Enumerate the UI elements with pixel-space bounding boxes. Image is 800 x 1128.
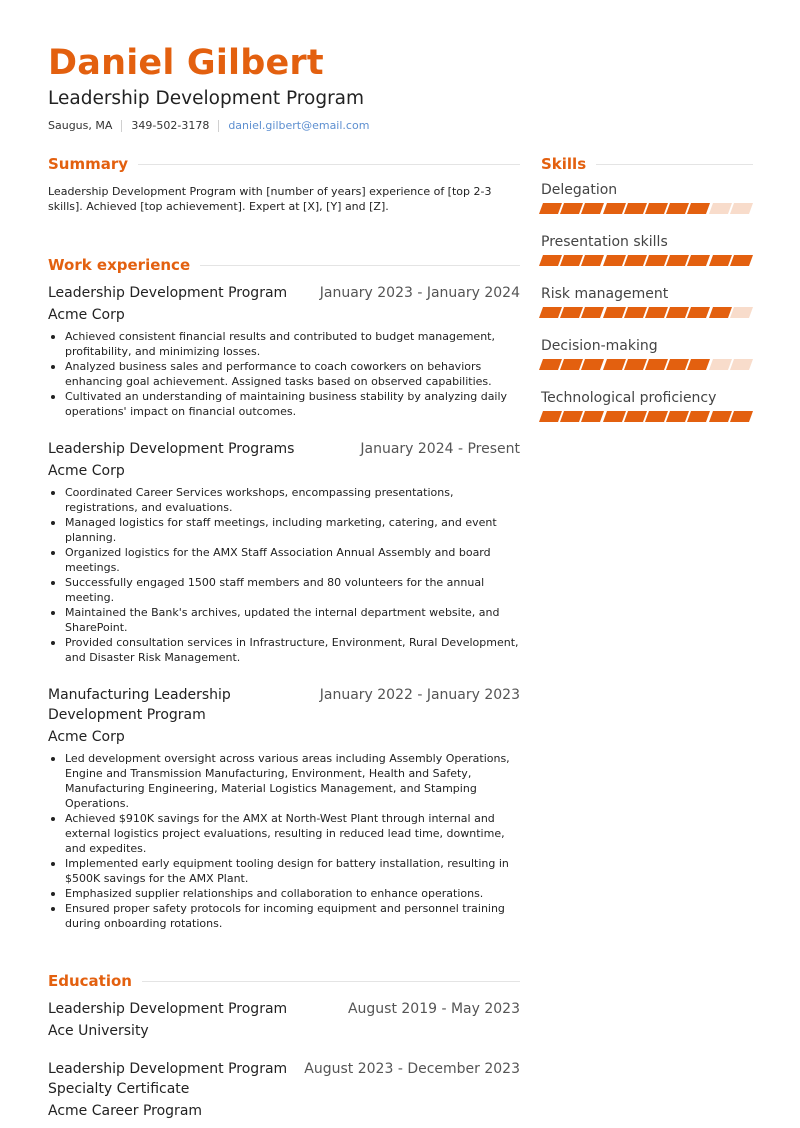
skill-segment-filled <box>645 255 668 266</box>
skill-level-bar <box>541 255 753 266</box>
skill-segment-filled <box>666 203 689 214</box>
skill-segment-filled <box>624 203 647 214</box>
bullet-item: Coordinated Career Services workshops, encompassing presentations, registrations, and evaluations. <box>48 485 520 515</box>
bullet-item: Managed logistics for staff meetings, including marketing, catering, and event planning. <box>48 515 520 545</box>
skill-item <box>541 180 753 214</box>
section-divider <box>596 164 753 165</box>
job-company: Acme Corp <box>48 307 125 323</box>
job-entry <box>48 439 520 665</box>
section-header <box>48 152 520 176</box>
school-name: Acme Career Program <box>48 1103 203 1119</box>
skill-segment-filled <box>539 255 562 266</box>
skill-segment-filled <box>581 307 604 318</box>
skill-segment-filled <box>645 307 668 318</box>
section-divider <box>142 981 520 982</box>
skill-segment-filled <box>539 307 562 318</box>
skill-level-bar <box>541 411 753 422</box>
skill-segment-filled <box>645 359 668 370</box>
skill-segment-filled <box>603 411 626 422</box>
job-bullets <box>48 329 520 419</box>
summary-section <box>48 152 520 214</box>
skill-item <box>541 336 753 370</box>
job-dates: January 2023 - January 2024 <box>319 285 520 301</box>
location: Saugus, MA <box>48 119 113 132</box>
job-title: Manufacturing Leadership Development Program <box>48 687 231 723</box>
skill-level-bar <box>541 307 753 318</box>
skills-list <box>541 180 753 422</box>
skill-segment-filled <box>539 359 562 370</box>
section-divider <box>200 265 520 266</box>
skill-segment-filled <box>560 359 583 370</box>
skill-name: Presentation skills <box>541 234 668 250</box>
section-header <box>48 253 520 277</box>
bullet-item: Achieved consistent financial results and contributed to budget management, profitability, and minimizing losses. <box>48 329 520 359</box>
candidate-title: Leadership Development Program <box>48 88 365 109</box>
skill-segment-filled <box>624 411 647 422</box>
bullet-item: Ensured proper safety protocols for incoming equipment and personnel training during onboarding rotations. <box>48 901 520 931</box>
bullet-item: Successfully engaged 1500 staff members and 80 volunteers for the annual meeting. <box>48 575 520 605</box>
job-dates: January 2024 - Present <box>360 441 520 457</box>
bullet-item: Maintained the Bank's archives, updated the internal department website, and SharePoint. <box>48 605 520 635</box>
resume-header <box>48 40 768 134</box>
bullet-item: Organized logistics for the AMX Staff Association Annual Assembly and board meetings. <box>48 545 520 575</box>
degree-title: Leadership Development Program Specialty Certificate <box>48 1061 288 1097</box>
bullet-item: Implemented early equipment tooling design for battery installation, resulting in $500K savings for the AMX Plant. <box>48 856 520 886</box>
skill-segment-filled <box>581 359 604 370</box>
section-title: Education <box>48 972 132 990</box>
skill-segment-filled <box>603 203 626 214</box>
bullet-item: Provided consultation services in Infrastructure, Environment, Rural Development, and Disaster Risk Management. <box>48 635 520 665</box>
section-header <box>48 969 520 993</box>
contact-divider <box>121 120 122 132</box>
skill-segment-filled <box>539 411 562 422</box>
skill-segment-empty <box>730 203 753 214</box>
skill-segment-filled <box>666 307 689 318</box>
skill-segment-filled <box>560 255 583 266</box>
contact-divider <box>218 120 219 132</box>
bullet-item: Cultivated an understanding of maintaining business stability by analyzing daily operations' impact on financial outcomes. <box>48 389 520 419</box>
phone: 349-502-3178 <box>131 119 210 132</box>
skill-segment-filled <box>624 359 647 370</box>
candidate-name: Daniel Gilbert <box>48 43 324 83</box>
job-title: Leadership Development Program <box>48 285 288 301</box>
skill-segment-filled <box>624 255 647 266</box>
skill-segment-filled <box>687 255 710 266</box>
skill-item <box>541 232 753 266</box>
skill-segment-filled <box>581 255 604 266</box>
skill-segment-filled <box>666 359 689 370</box>
degree-title: Leadership Development Program <box>48 1001 288 1017</box>
skill-segment-filled <box>560 203 583 214</box>
section-header <box>541 152 753 176</box>
skill-level-bar <box>541 203 753 214</box>
education-dates: August 2023 - December 2023 <box>304 1061 520 1077</box>
bullet-item: Led development oversight across various areas including Assembly Operations, Engine and Transmission Manufacturing, Environment, Health and Safety, Manufacturing Engineering, Material Logistics Management, and Stamping Operations. <box>48 751 520 811</box>
education-entry <box>48 999 520 1041</box>
skill-segment-empty <box>709 203 732 214</box>
job-dates: January 2022 - January 2023 <box>319 687 520 703</box>
bullet-item: Analyzed business sales and performance to coach coworkers on behaviors enhancing goal achievement. Assigned tasks based on observed capabilities. <box>48 359 520 389</box>
main-column <box>48 152 520 1121</box>
skill-segment-filled <box>560 411 583 422</box>
skill-segment-filled <box>581 411 604 422</box>
skill-name: Technological proficiency <box>541 390 717 406</box>
bullet-item: Emphasized supplier relationships and collaboration to enhance operations. <box>48 886 520 901</box>
job-company: Acme Corp <box>48 729 125 745</box>
skill-segment-filled <box>709 307 732 318</box>
skill-segment-filled <box>560 307 583 318</box>
education-dates: August 2019 - May 2023 <box>347 1001 520 1017</box>
education-section <box>48 969 520 1121</box>
skill-segment-filled <box>709 255 732 266</box>
skill-segment-filled <box>581 203 604 214</box>
job-entry <box>48 685 520 931</box>
skill-name: Decision-making <box>541 338 658 354</box>
work-section <box>48 253 520 931</box>
sidebar-column <box>541 152 753 422</box>
skill-segment-filled <box>603 255 626 266</box>
skill-segment-filled <box>603 359 626 370</box>
education-entry <box>48 1059 520 1121</box>
skill-segment-filled <box>624 307 647 318</box>
job-entry <box>48 283 520 419</box>
skill-segment-empty <box>730 307 753 318</box>
summary-text: Leadership Development Program with [number of years] experience of [top 2-3 skills]. Achieved [top achievement]. Expert at [X], [Y] and [Z]. <box>48 185 492 213</box>
skill-segment-empty <box>709 359 732 370</box>
job-title: Leadership Development Programs <box>48 441 295 457</box>
job-bullets <box>48 485 520 665</box>
skill-segment-filled <box>687 359 710 370</box>
job-company: Acme Corp <box>48 463 125 479</box>
bullet-item: Achieved $910K savings for the AMX at North-West Plant through internal and external logistics project evaluations, resulting in reduced lead time, downtime, and expedites. <box>48 811 520 856</box>
section-title: Summary <box>48 155 129 173</box>
skill-item <box>541 388 753 422</box>
skill-segment-filled <box>645 411 668 422</box>
skill-segment-filled <box>730 255 753 266</box>
skill-segment-filled <box>603 307 626 318</box>
skill-segment-filled <box>539 203 562 214</box>
contact-info <box>48 118 768 134</box>
skill-segment-filled <box>687 203 710 214</box>
skill-segment-empty <box>730 359 753 370</box>
skill-segment-filled <box>666 411 689 422</box>
section-title: Skills <box>541 155 587 173</box>
skill-segment-filled <box>666 255 689 266</box>
section-title: Work experience <box>48 256 191 274</box>
school-name: Ace University <box>48 1023 149 1039</box>
skill-segment-filled <box>709 411 732 422</box>
skill-segment-filled <box>730 411 753 422</box>
skill-name: Risk management <box>541 286 669 302</box>
job-bullets <box>48 751 520 931</box>
email-link[interactable]: daniel.gilbert@email.com <box>228 119 370 132</box>
skill-segment-filled <box>645 203 668 214</box>
skill-segment-filled <box>687 307 710 318</box>
skill-item <box>541 284 753 318</box>
skill-level-bar <box>541 359 753 370</box>
section-divider <box>138 164 520 165</box>
skill-segment-filled <box>687 411 710 422</box>
skill-name: Delegation <box>541 182 618 198</box>
